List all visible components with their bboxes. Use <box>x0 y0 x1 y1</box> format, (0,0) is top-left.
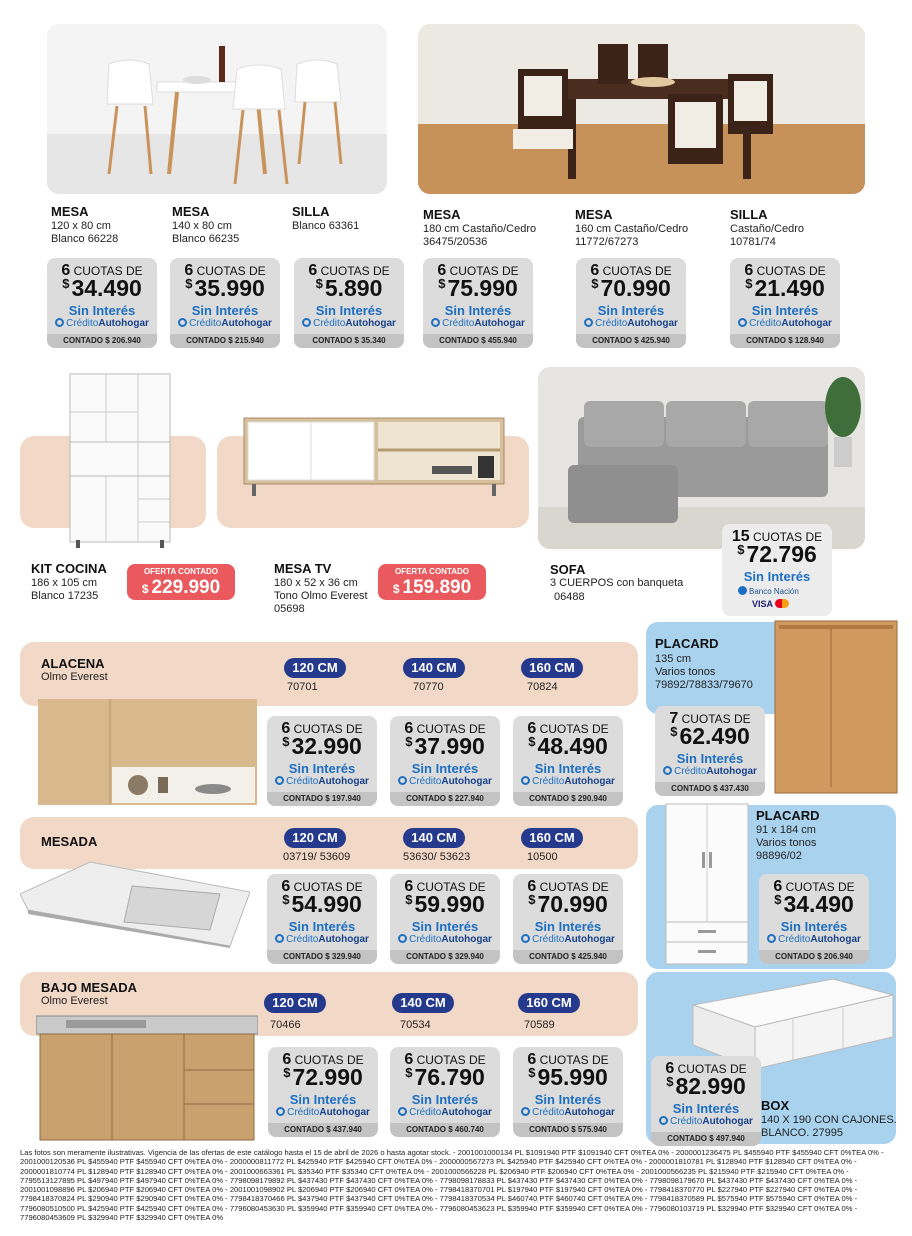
credito-logo-icon <box>663 766 672 775</box>
price-card: 6 CUOTAS DE $21.490 Sin Interés CréditoAutohogar CONTADO $ 128.940 <box>730 258 840 348</box>
visa-logo: VISA <box>752 599 773 609</box>
product-code: 10781/74 <box>730 236 776 248</box>
price-value: 21.490 <box>754 275 825 301</box>
credito-logo-icon <box>302 318 311 327</box>
product-code: 05698 <box>274 603 305 615</box>
price-card: 6 CUOTAS DE $48.490 Sin Interés CréditoAutohogar CONTADO $ 290.940 <box>513 716 623 806</box>
price-value: 35.990 <box>194 275 265 301</box>
price-value: 75.990 <box>447 275 518 301</box>
product-name-placard-1: PLACARD <box>655 636 719 651</box>
product-name-placard-2: PLACARD <box>756 808 820 823</box>
price-card: 6 CUOTAS DE $32.990 Sin Interés CréditoAutohogar CONTADO $ 197.940 <box>267 716 377 806</box>
product-code: 11772/67273 <box>575 236 639 248</box>
size-code: 53630/ 53623 <box>403 851 471 863</box>
credito-logo-icon <box>521 1107 530 1116</box>
product-code: Blanco 17235 <box>31 590 99 602</box>
product-code: Blanco 66228 <box>51 233 119 245</box>
product-desc: 3 CUERPOS con banqueta <box>550 577 684 589</box>
oferta-price: 159.890 <box>402 577 472 598</box>
product-name-mesa-tv: MESA TV <box>274 561 332 576</box>
price-value: 5.890 <box>324 275 383 301</box>
product-code: Blanco 66235 <box>172 233 240 245</box>
mesa-tv-photo <box>242 416 506 498</box>
sofa-price-card: 15 CUOTAS DE $72.796 Sin Interés Banco Nación VISA <box>722 524 832 616</box>
product-desc: Tono Olmo Everest <box>274 590 368 602</box>
price-card: 6 CUOTAS DE $95.990 Sin Interés CréditoAutohogar CONTADO $ 575.940 <box>513 1047 623 1137</box>
size-code: 70534 <box>400 1019 431 1031</box>
dark-dining-set-photo <box>418 24 865 194</box>
size-code: 03719/ 53609 <box>283 851 351 863</box>
price-value: 37.990 <box>414 733 485 759</box>
size-pill: 140 CM <box>403 828 465 848</box>
size-code: 70824 <box>527 681 558 693</box>
credito-logo-icon <box>398 776 407 785</box>
credito-logo-icon <box>431 318 440 327</box>
oferta-price: 229.990 <box>151 577 221 598</box>
cuotas-count: 6 <box>61 262 71 279</box>
size-code: 70589 <box>524 1019 555 1031</box>
product-code: 36475/20536 <box>423 236 488 248</box>
price-card: 6 CUOTAS DE $34.490 Sin Interés CréditoAutohogar CONTADO $ 206.940 <box>759 874 869 964</box>
size-code: 70770 <box>413 681 444 693</box>
product-code: 06488 <box>554 591 585 603</box>
credito-logo-icon <box>276 1107 285 1116</box>
product-name-silla-castano: SILLA <box>730 207 768 222</box>
price-value: 32.990 <box>291 733 362 759</box>
product-desc: Olmo Everest <box>41 671 108 683</box>
mesada-photo <box>20 858 250 948</box>
credito-logo-icon <box>767 934 776 943</box>
product-desc: 160 cm Castaño/Cedro <box>575 223 689 235</box>
price-value: 59.990 <box>414 891 485 917</box>
product-desc: 186 x 105 cm <box>31 577 98 589</box>
product-name-mesa-120: MESA <box>51 204 89 219</box>
credito-logo-icon <box>398 934 407 943</box>
size-pill: 120 CM <box>284 658 346 678</box>
price-card: 6 CUOTAS DE $75.990 Sin Interés CréditoAutohogar CONTADO $ 455.940 <box>423 258 533 348</box>
size-pill: 160 CM <box>521 828 583 848</box>
price-card: 6 CUOTAS DE $76.790 Sin Interés CréditoAutohogar CONTADO $ 460.740 <box>390 1047 500 1137</box>
size-pill: 140 CM <box>403 658 465 678</box>
product-name-bajo-mesada: BAJO MESADA <box>41 980 138 995</box>
price-card: 6 CUOTAS DE $70.990 Sin Interés CréditoAutohogar CONTADO $ 425.940 <box>576 258 686 348</box>
credito-logo-icon <box>55 318 64 327</box>
price-value: 70.990 <box>600 275 671 301</box>
price-card: 7 CUOTAS DE $62.490 Sin Interés CréditoAutohogar CONTADO $ 437.430 <box>655 706 765 796</box>
size-pill: 120 CM <box>284 828 346 848</box>
price-value: 34.490 <box>71 275 142 301</box>
size-pill: 160 CM <box>518 993 580 1013</box>
product-desc: 140 X 190 CON CAJONES. <box>761 1114 897 1126</box>
size-code: 10500 <box>527 851 558 863</box>
product-desc: 180 cm Castaño/Cedro <box>423 223 537 235</box>
size-code: 70701 <box>287 681 318 693</box>
white-dining-set-photo <box>47 24 387 194</box>
product-desc: 120 x 80 cm <box>51 220 111 232</box>
price-card: 6 CUOTAS DE $35.990 Sin Interés CréditoAutohogar CONTADO $ 215.940 <box>170 258 280 348</box>
credito-logo-icon <box>738 318 747 327</box>
banco-nacion-icon <box>738 586 747 595</box>
product-desc: Castaño/Cedro <box>730 223 804 235</box>
product-name-alacena: ALACENA <box>41 656 105 671</box>
price-value: 62.490 <box>679 723 750 749</box>
product-desc: Varios tonos <box>756 837 817 849</box>
banco-nacion-logo: Banco Nación <box>738 586 799 596</box>
legal-disclaimer: Las fotos son meramente ilustrativas. Vigencia de las ofertas de este catálogo hasta el 15 de abril de 2026 o hasta agotar stock. - 2001001000134 PL $1091940 PTF $1091940 CFT 0%TEA 0% - 2000001236475 PL $455940 PTF $455940 CFT 0%TEA 0% - 2001000120536 PL $455940 PTF $455940 CFT 0%TEA 0% - 2000000811772 PL $425940 PTF $425940 CFT 0%TEA 0% - 2000000567273 PL $425940 PTF $425940 CFT 0%TEA 0% - 2000001810781 PL $128940 PTF $128940 CFT 0%TEA 0% - 2000001810774 PL $128940 PTF $128940 CFT 0%TEA 0% - 2001000663361 PL $35340 PTF $35340 CFT 0%TEA 0% - 2001000566228 PL $206940 PTF $206940 CFT 0%TEA 0% - 2001000566235 PL $215940 PTF $215940 CFT 0%TEA 0% - 7795513127895 PL $497940 PTF $497940 CFT 0%TEA 0% - 7798098179892 PL $437430 PTF $437430 CFT 0%TEA 0% - 7798098178833 PL $437430 PTF $437430 CFT 0%TEA 0% - 7798098179670 PL $437430 PTF $437430 CFT 0%TEA 0% - 2001001098896 PL $206940 PTF $206940 CFT 0%TEA 0% - 2001001098902 PL $206940 PTF $206940 CFT 0%TEA 0% - 7798418370701 PL $197940 PTF $197940 CFT 0%TEA 0% - 7798418370770 PL $227940 PTF $227940 CFT 0%TEA 0% - 7798418370824 PL $290940 PTF $290940 CFT 0%TEA 0% - 7798418370466 PL $437940 PTF $437940 CFT 0%TEA 0% - 7798418370534 PL $460740 PTF $460740 CFT 0%TEA 0% - 7798418370589 PL $575940 PTF $575940 CFT 0%TEA 0% - 7796080510500 PL $425940 PTF $425940 CFT 0%TEA 0% - 7796080453630 PL $359940 PTF $359940 CFT 0%TEA 0% - 7796080453623 PL $359940 PTF $359940 CFT 0%TEA 0% - 7796080103719 PL $329940 PTF $329940 CFT 0%TEA 0% - 7796080453609 PL $329940 PTF $329940 CFT 0%TEA 0% <box>20 1148 884 1223</box>
credito-logo-icon <box>521 776 530 785</box>
price-value: 48.490 <box>537 733 608 759</box>
product-code: BLANCO. 27995 <box>761 1127 843 1139</box>
product-name-mesa-160: MESA <box>575 207 613 222</box>
price-value: 72.796 <box>746 541 817 567</box>
product-name-silla-blanca: SILLA <box>292 204 330 219</box>
credito-logo-icon <box>584 318 593 327</box>
price-card: 6 CUOTAS DE $70.990 Sin Interés CréditoAutohogar CONTADO $ 425.940 <box>513 874 623 964</box>
placard-2-photo <box>664 802 750 966</box>
credito-logo-icon <box>275 776 284 785</box>
price-value: 76.790 <box>414 1064 485 1090</box>
product-name-box: BOX <box>761 1098 790 1113</box>
product-name-kit-cocina: KIT COCINA <box>31 561 107 576</box>
price-card: 6 CUOTAS DE $34.490 Sin Interés CréditoAutohogar CONTADO $ 206.940 <box>47 258 157 348</box>
mastercard-icon <box>775 599 789 608</box>
price-card: 6 CUOTAS DE $72.990 Sin Interés CréditoAutohogar CONTADO $ 437.940 <box>268 1047 378 1137</box>
price-value: 70.990 <box>537 891 608 917</box>
credito-logo-icon <box>659 1116 668 1125</box>
product-desc: 140 x 80 cm <box>172 220 232 232</box>
product-name-mesa-140: MESA <box>172 204 210 219</box>
oferta-contado-badge: OFERTA CONTADO $ 229.990 <box>127 564 235 600</box>
placard-1-photo <box>773 619 899 797</box>
product-name-sofa: SOFA <box>550 562 586 577</box>
product-desc: Varios tonos <box>655 666 716 678</box>
product-code: 79892/78833/79670 <box>655 679 753 691</box>
alacena-photo <box>38 699 257 805</box>
price-card: 6 CUOTAS DE $5.890 Sin Interés CréditoAutohogar CONTADO $ 35.340 <box>294 258 404 348</box>
oferta-contado-badge: OFERTA CONTADO $ 159.890 <box>378 564 486 600</box>
price-card: 6 CUOTAS DE $59.990 Sin Interés CréditoAutohogar CONTADO $ 329.940 <box>390 874 500 964</box>
price-value: 82.990 <box>675 1073 746 1099</box>
price-card: 6 CUOTAS DE $82.990 Sin Interés CréditoAutohogar CONTADO $ 497.940 <box>651 1056 761 1146</box>
price-value: 54.990 <box>291 891 362 917</box>
size-pill: 140 CM <box>392 993 454 1013</box>
price-value: 34.490 <box>783 891 854 917</box>
credito-logo-icon <box>275 934 284 943</box>
size-pill: 160 CM <box>521 658 583 678</box>
product-desc: 180 x 52 x 36 cm <box>274 577 358 589</box>
product-name-mesa-180: MESA <box>423 207 461 222</box>
product-name-mesada: MESADA <box>41 834 98 849</box>
credito-logo-icon <box>178 318 187 327</box>
price-value: 72.990 <box>292 1064 363 1090</box>
contado-value: 206.940 <box>111 336 141 345</box>
product-code: 98896/02 <box>756 850 802 862</box>
size-pill: 120 CM <box>264 993 326 1013</box>
credito-logo-icon <box>521 934 530 943</box>
price-value: 95.990 <box>537 1064 608 1090</box>
price-card: 6 CUOTAS DE $37.990 Sin Interés CréditoAutohogar CONTADO $ 227.940 <box>390 716 500 806</box>
price-card: 6 CUOTAS DE $54.990 Sin Interés CréditoAutohogar CONTADO $ 329.940 <box>267 874 377 964</box>
credito-logo-icon <box>398 1107 407 1116</box>
bajo-mesada-photo <box>36 1012 258 1144</box>
product-desc: 135 cm <box>655 653 692 665</box>
size-code: 70466 <box>270 1019 301 1031</box>
product-desc: 91 x 184 cm <box>756 824 816 836</box>
kit-cocina-photo <box>68 372 172 548</box>
product-desc: Olmo Everest <box>41 995 108 1007</box>
sofa-photo <box>538 367 865 549</box>
product-desc: Blanco 63361 <box>292 220 360 232</box>
